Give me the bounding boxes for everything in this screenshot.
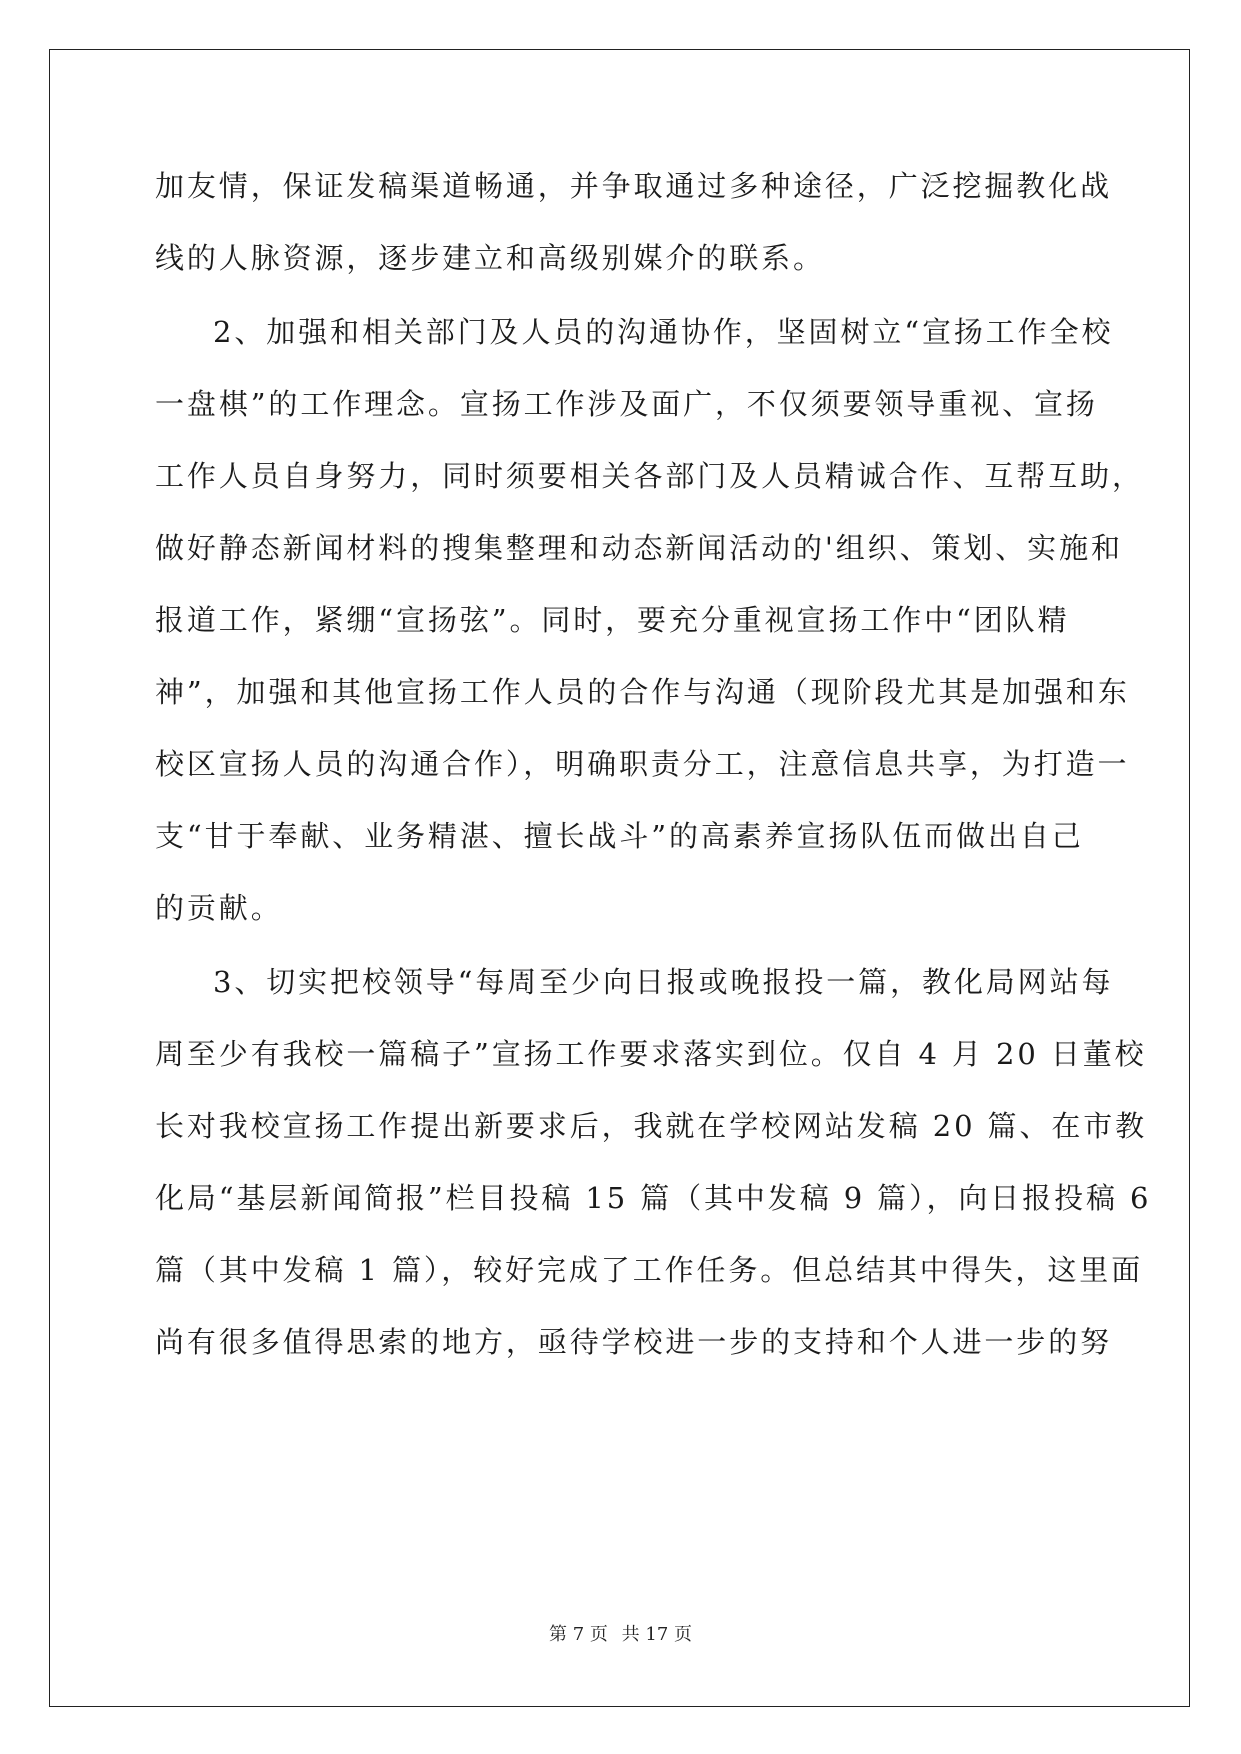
page-number: 第 7 页 — [549, 1624, 608, 1645]
page-total: 共 17 页 — [621, 1624, 692, 1645]
paragraph-start-line: 3、切实把校领导“每周至少向日报或晚报投一篇，教化局网站每 — [213, 965, 1114, 999]
text-line: 做好静态新闻材料的搜集整理和动态新闻活动的'组织、策划、实施和 — [155, 531, 1123, 565]
text-line: 周至少有我校一篇稿子”宣扬工作要求落实到位。仅自 4 月 20 日董校 — [155, 1037, 1147, 1071]
text-line: 篇（其中发稿 1 篇），较好完成了工作任务。但总结其中得失，这里面 — [155, 1253, 1144, 1287]
text-line: 的贡献。 — [155, 891, 283, 925]
text-line: 报道工作，紧绷“宣扬弦”。同时，要充分重视宣扬工作中“团队精 — [155, 603, 1070, 637]
text-line: 尚有很多值得思索的地方，亟待学校进一步的支持和个人进一步的努 — [155, 1325, 1113, 1359]
text-line: 校区宣扬人员的沟通合作），明确职责分工，注意信息共享，为打造一 — [155, 747, 1130, 781]
paragraph-start-line: 2、加强和相关部门及人员的沟通协作，坚固树立“宣扬工作全校 — [213, 315, 1114, 349]
text-line: 神”，加强和其他宣扬工作人员的合作与沟通（现阶段尤其是加强和东 — [155, 675, 1130, 709]
text-line: 化局“基层新闻简报”栏目投稿 15 篇（其中发稿 9 篇），向日报投稿 6 — [155, 1181, 1152, 1215]
page-footer — [0, 1624, 1241, 1646]
text-line: 线的人脉资源，逐步建立和高级别媒介的联系。 — [155, 241, 825, 275]
page-border — [49, 49, 1190, 1707]
text-line: 一盘棋”的工作理念。宣扬工作涉及面广，不仅须要领导重视、宣扬 — [155, 387, 1098, 421]
text-line: 加友情，保证发稿渠道畅通，并争取通过多种途径，广泛挖掘教化战 — [155, 169, 1113, 203]
text-line: 支“甘于奉献、业务精湛、擅长战斗”的高素养宣扬队伍而做出自己 — [155, 819, 1084, 853]
text-line: 长对我校宣扬工作提出新要求后，我就在学校网站发稿 20 篇、在市教 — [155, 1109, 1148, 1143]
text-line: 工作人员自身努力，同时须要相关各部门及人员精诚合作、互帮互助， — [155, 459, 1144, 493]
